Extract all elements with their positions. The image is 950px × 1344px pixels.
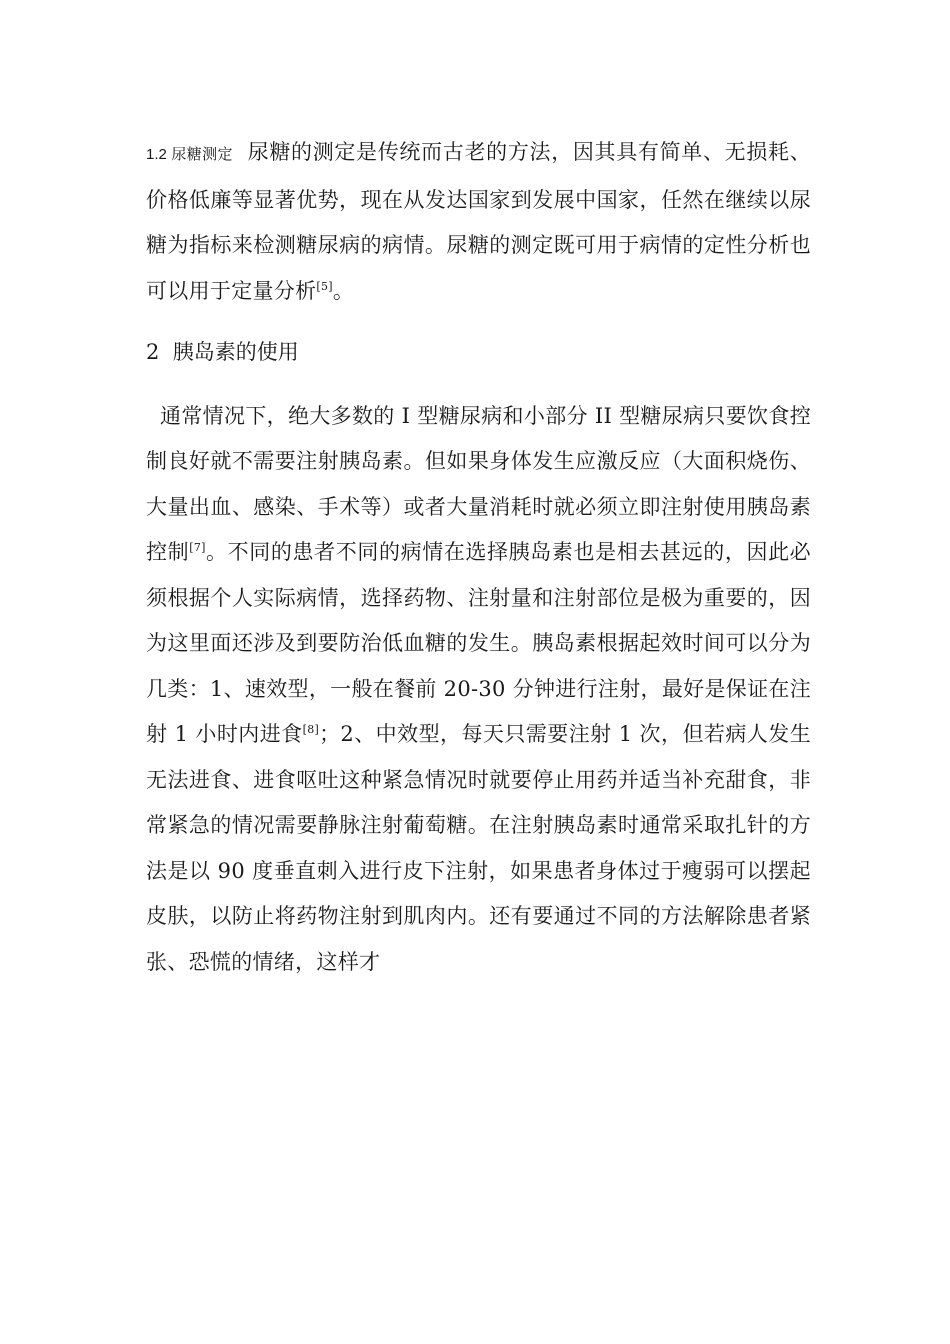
section-2-text-2: 。不同的患者不同的病情在选择胰岛素也是相去甚远的，因此必须根据个人实际病情，选择药物、注射量和注射部位是极为重要的，因为这里面还涉及到要防治低血糖的发生。胰岛素根据起效时间可以分为几类：1、速效型，一般在餐前 20-30 分钟进行注射，最好是保证在注射 1 小时内进食 [146,540,811,746]
citation-8: [8] [302,723,320,736]
section-1-2-text-end: 。 [332,278,355,303]
citation-5: [5] [316,279,333,293]
citation-7: [7] [189,541,206,554]
section-2-paragraph [146,394,811,986]
section-2-text-3: ；2、中效型，每天只需要注射 1 次，但若病人发生无法进食、进食呕吐这种紧急情况时就要停止用药并适当补充甜食，非常紧急的情况需要静脉注射葡萄糖。在注射胰岛素时通常采取扎针的方法是以 90 度垂直刺入进行皮下注射，如果患者身体过于瘦弱可以摆起皮肤，以防止将药物注射到肌肉内。还有要通过不同的方法解除患者紧张、恐慌的情绪，这样才 [146,722,811,974]
section-1-2-text: 尿糖的测定是传统而古老的方法，因其具有简单、无损耗、价格低廉等显著优势，现在从发达国家到发展中国家，任然在继续以尿糖为指标来检测糖尿病的病情。尿糖的测定既可用于病情的定性分析也可以用于定量分析 [146,140,811,303]
section-2-heading: 2 胰岛素的使用 [146,340,299,364]
section-2-text-1: 通常情况下，绝大多数的 I 型糖尿病和小部分 II 型糖尿病只要饮食控制良好就不需要注射胰岛素。但如果身体发生应激反应（大面积烧伤、大量出血、感染、手术等）或者大量消耗时就必须立即注射使用胰岛素控制 [146,403,811,564]
section-1-2-heading: 1.2 尿糖测定 [146,146,233,163]
section-1-2-paragraph [146,130,811,312]
document-page [146,130,811,985]
